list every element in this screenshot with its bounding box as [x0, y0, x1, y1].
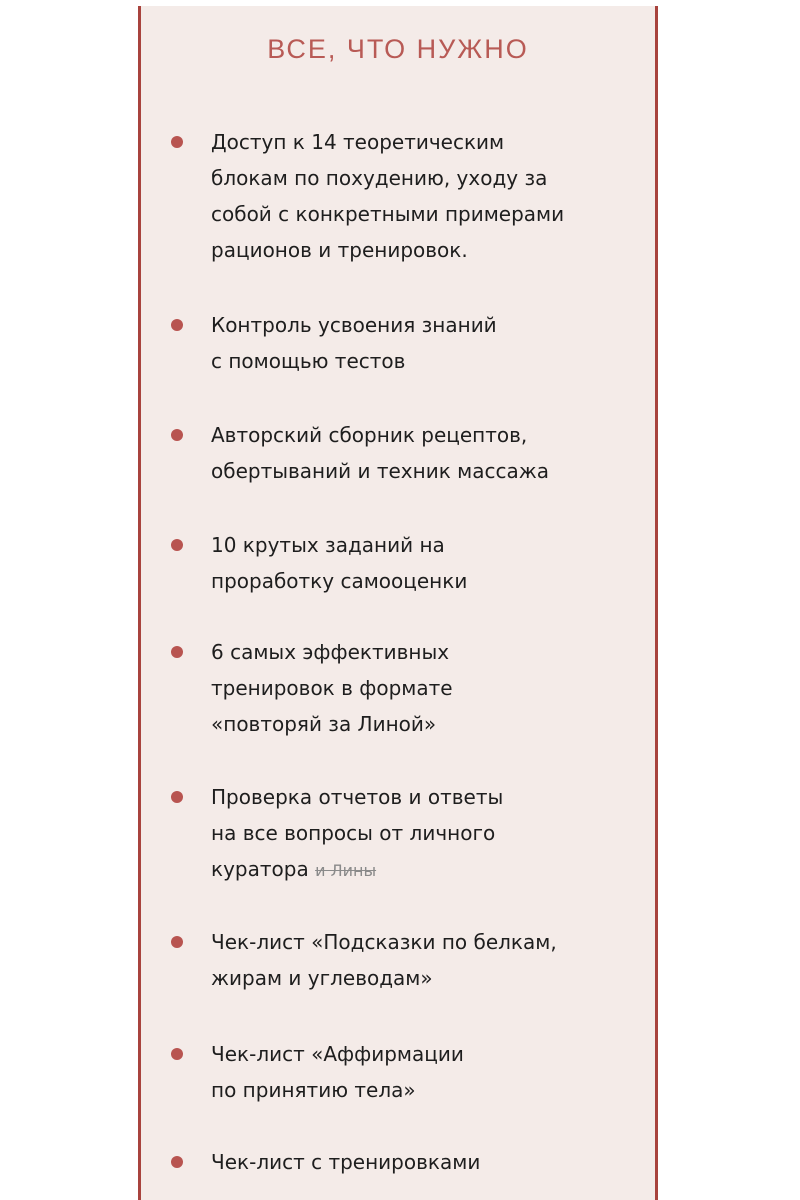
list-item-text: Чек-лист «Аффирмации по принятию тела» [211, 1042, 464, 1102]
list-item-text: Авторский сборник рецептов, обертываний и техник массажа [211, 423, 550, 483]
list-item [171, 527, 641, 599]
list-item-text: Проверка отчетов и ответы на все вопросы от личного куратора и Лины [211, 785, 504, 881]
bullet-icon [171, 791, 183, 803]
list-item [171, 634, 641, 742]
list-item-text: 6 самых эффективных тренировок в формате «повторяй за Линой» [211, 640, 453, 736]
bullet-icon [171, 1048, 183, 1060]
bullet-icon [171, 646, 183, 658]
list-item [171, 924, 641, 996]
list-item-text: Чек-лист с тренировками [211, 1150, 481, 1174]
list-item [171, 124, 641, 268]
list-item [171, 417, 641, 489]
bullet-icon [171, 136, 183, 148]
list-item [171, 307, 641, 379]
bullet-icon [171, 319, 183, 331]
bullet-icon [171, 1156, 183, 1168]
list-item-text: 10 крутых заданий на проработку самооценки [211, 533, 468, 593]
struck-text: и Лины [315, 861, 377, 880]
list-item [171, 1144, 641, 1180]
bullet-icon [171, 936, 183, 948]
content-card [138, 6, 658, 1200]
list-item-text: Контроль усвоения знаний с помощью тестов [211, 313, 497, 373]
list-item [171, 1036, 641, 1108]
list-item-text: Чек-лист «Подсказки по белкам, жирам и углеводам» [211, 930, 557, 990]
bullet-icon [171, 429, 183, 441]
list-item-text: Доступ к 14 теоретическим блокам по похудению, уходу за собой с конкретными примерами рационов и тренировок. [211, 130, 565, 262]
card-title: ВСЕ, ЧТО НУЖНО [267, 34, 529, 64]
list-item [171, 779, 641, 889]
bullet-icon [171, 539, 183, 551]
